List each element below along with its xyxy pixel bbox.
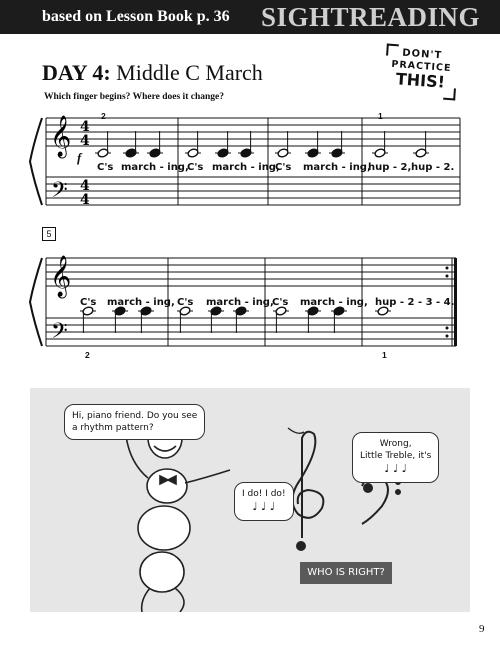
lyric: C's [177,297,194,308]
lyric: march - ing, [300,297,368,308]
rhythm-notes-icon: ♩ ♩ ♩ [384,462,407,476]
lyric: hup - 2. [411,162,455,173]
lyric: march - ing, [212,162,280,173]
time-signature: 4 [80,178,90,194]
brace-icon [30,258,42,346]
bubble-line: Hi, piano friend. Do you see [72,411,198,421]
lyric: march - ing, [303,162,371,173]
who-is-right-label: WHO IS RIGHT? [300,562,392,584]
treble-clef-icon: 𝄞 [50,116,72,157]
lyric: hup - 2 - 3 - 4. [375,297,455,308]
lyric: march - ing, [206,297,274,308]
finger-number-start-2: 2 [85,350,90,360]
speech-bubble-bass [352,432,439,483]
bass-clef-character-icon [362,476,400,524]
brace-icon [30,118,42,205]
stamp-line-2: PRACTICE [391,58,452,75]
bass-clef-icon: 𝄢 [51,319,68,349]
repeat-dot [446,267,449,270]
lesson-reference: based on Lesson Book p. 36 [42,8,230,25]
lyric: hup - 2, [368,162,412,173]
bubble-line: Wrong, [379,439,412,449]
lyric: march - ing, [107,297,175,308]
day-label: DAY 4: [42,60,111,85]
lyric: march - ing, [121,162,189,173]
speech-bubble-treble [234,482,294,521]
stamp-line-3: THIS! [395,68,446,92]
piece-title: Middle C March [116,60,263,85]
time-signature: 4 [80,192,90,208]
repeat-dot [446,327,449,330]
time-signature: 4 [80,133,90,149]
illustration-panel [30,388,470,612]
final-bar [454,258,457,346]
finger-number-change: 1 [378,111,383,121]
repeat-dot [446,335,449,338]
lyric: C's [187,162,204,173]
measure-number: 5 [42,227,56,241]
instruction-question: Which finger begins? Where does it change? [44,92,224,102]
lyric: C's [80,297,97,308]
treble-clef-icon: 𝄞 [50,256,72,297]
repeat-dot [446,275,449,278]
stamp-line-1: DON'T [401,47,443,62]
lyric: C's [272,297,289,308]
lyric: C's [275,162,292,173]
speech-bubble-character [64,404,205,440]
bass-clef-icon: 𝄢 [51,178,68,208]
finger-number-change-2: 1 [382,350,387,360]
finger-number-start: 2 [101,111,106,121]
time-signature: 4 [80,119,90,135]
section-title: SIGHTREADING [260,2,480,32]
dynamic-forte: f [77,150,82,165]
bubble-line: a rhythm pattern? [72,423,154,434]
bubble-line: Little Treble, it's [360,451,432,462]
lyric: C's [97,162,114,173]
page-number: 9 [479,623,485,635]
bubble-line: I do! I do! [242,489,286,499]
rhythm-notes-icon: ♩ ♩ ♩ [252,500,276,514]
